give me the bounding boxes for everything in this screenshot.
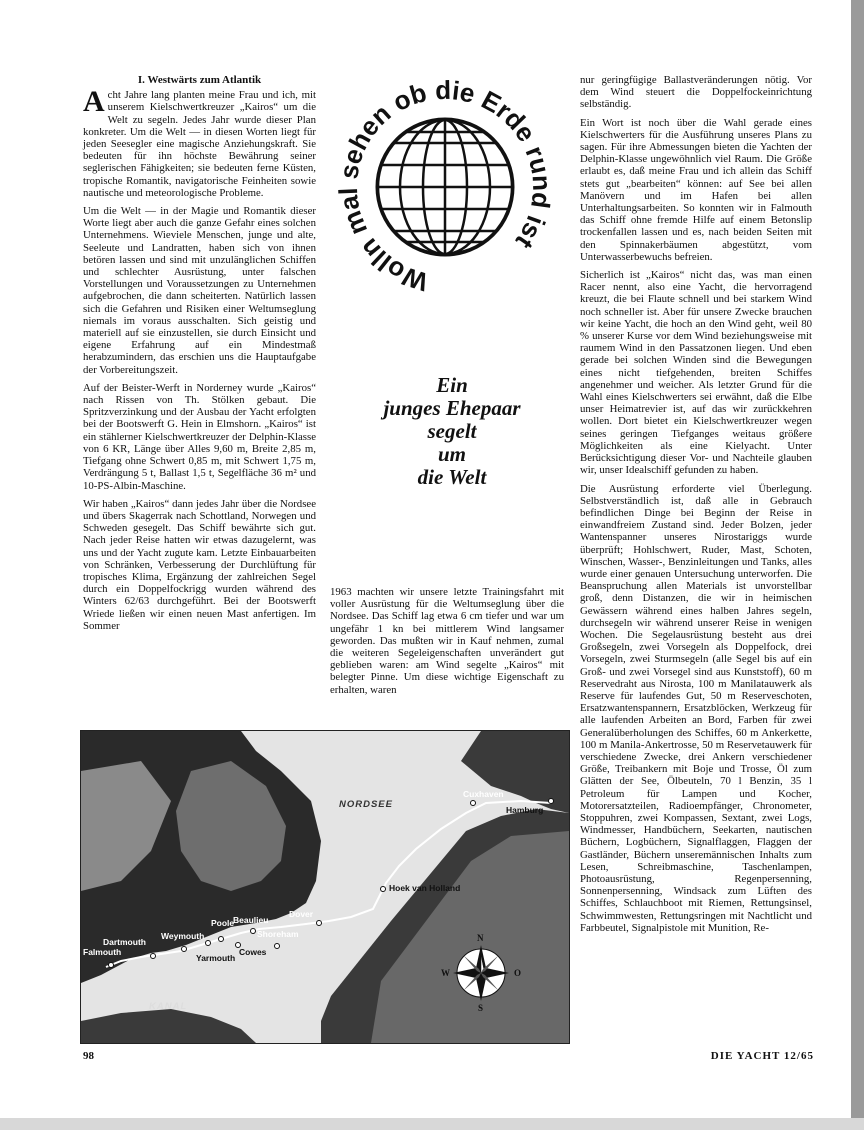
map-place-label: Cuxhaven bbox=[463, 789, 504, 799]
page-number: 98 bbox=[83, 1050, 94, 1062]
map-graphic bbox=[81, 731, 569, 1043]
scan-edge-bottom bbox=[0, 1118, 864, 1130]
paragraph: Auf der Beister-Werft in Norderney wurde „Kairos“ nach Rissen von Th. Stölken gebaut. Die Spritzverzinkung und der Ausbau der Yacht erfolgten bei der Bootswerft G. Hein in Elmshorn. „Kairos“ ist ein stählerner Kielschwertkreuzer der Delphin-Klasse von 6 KR, Länge über Alles 9,60 m, Breite 2,85 m, Tiefgang ohne Schwert 0,85 m, mit Schwert 1,75 m, Verdrängung 5 t, Ballast 1,5 t, Segelfläche 36 m² und 10-PS-Albin-Maschine. bbox=[83, 381, 316, 492]
paragraph: 1963 machten wir unsere letzte Trainingsfahrt mit voller Ausrüstung für die Weltumseglung über die Nordsee. Das Schiff lag etwa 6 cm tiefer und war um ungefähr 1 kn bei mittlerem Wind langsamer geworden. Das mußten wir in Kauf nehmen, zumal die weiteren Segeleigenschaften unverändert gut geblieben waren: am Wind segelte „Kairos“ mit belegter Pinne. Um diese wichtige Eigenschaft zu erhalten, waren bbox=[330, 586, 564, 696]
compass-west: W bbox=[441, 968, 450, 978]
map-place-label: Hamburg bbox=[506, 805, 544, 815]
journal-issue: DIE YACHT 12/65 bbox=[710, 1050, 814, 1062]
drop-cap: A bbox=[83, 85, 105, 119]
paragraph: Die Ausrüstung erforderte viel Überlegung. Selbstverständlich ist, daß alle in Gebrauch befindlichen Dinge bei Beginn der Reise in einwandfreiem Zustand sind. Jeder Bolzen, jeder Wantenspanner unseres Nirostariggs wurde überprüft; Hohlschwert, Ruder, Mast, Schoten, Winschen, Wasser-, Benzinleitungen und Tanks, alles wurde einer genauen Untersuchung unterworfen. Die Beanspruchung allen Materials ist unvorstellbar groß, denn Distanzen, die wir in heimischen Gewässern während eines halben Jahres segeln, durchsegeln wir während unserer Reise in wenigen Wochen. Die Segelausrüstung besteht aus drei Großsegeln, zwei Vorsegeln als Doppelfock, drei Vorsegeln, zwei Sturmsegeln (alle Segel bis auf ein Groß- und zwei Vorsegel sind aus Kunststoff), 60 m Reservedraht aus Nirosta, 100 m Manilatauwerk als Reserve für laufendes Gut, 50 m Reserveschoten, Ersatzwantenspannern, Ersatzblöcken, Werkzeug für alle laufenden Arbeiten an Bord, Farben für zwei Generalüberholungen des Schiffes, 60 m Ankerkette, 100 m Manila-Ankertrosse, 50 m Reservetauwerk für verschiedene Zwecke, drei Ankern verschiedener Größe, Treibankern mit Boje und Trosse, Öl zum Glätten der See, Ölbeuteln, 70 l Benzin, 35 l Petroleum für Lampen und Kocher, Motorersatzteilen, Radioempfänger, Chronometer, Stoppuhren, zwei Kompassen, Sextant, zwei Logs, Windmesser, Handbüchern, Seekarten, nautischen Büchern, Logbüchern, Signalflaggen, Flaggen der Gastländer, Büchern unseremännischen Inhalts zum Lesen, Schreibmaschine, Taschenlampen, Photoausrüstung, Regenpersenning, Sonnenpersenning, Windsack zum Lüften des Schiffes, Schlauchboot mit Riemen, Rettungsinsel, Schwimmwesten, Rettungsringen mit Nachtlicht und Farbbeutel, Signalpistole mit Munition, Re- bbox=[580, 482, 812, 934]
subtitle-line: um bbox=[437, 442, 466, 466]
subtitle-line: Ein bbox=[436, 373, 468, 397]
paragraph: Sicherlich ist „Kairos“ nicht das, was man einen Racer nennt, also eine Yacht, die hervorragend kreuzt, die bei Flaute schnell und bei starkem Wind noch schneller ist. Aber für unsere Zwecke brauchen wir keine Yacht, die hoch an den Wind geht, weil 80 % unserer Kurse vor dem Wind beziehungsweise mit raumem Wind in den Passatzonen liegen. Und eben gerade bei solchen Winden sind die Bewegungen eines nicht tiefgehenden, breiten Schiffes angenehmer und weicher. Als letzter Grund für die Wahl eines Kielschwerters sei erwähnt, daß die Elbe unser Heimatrevier ist, auf das wir zurückkehren wollen. Dort bietet ein Kielschwertkreuzer wegen seines geringen Tiefganges weitaus größere Möglichkeiten als eine Kielyacht. Unter Berücksichtigung dieser Vor- und Nachteile glauben wir, unser Idealschiff gefunden zu haben. bbox=[580, 269, 812, 477]
map-place-label: Yarmouth bbox=[196, 953, 236, 963]
paragraph: Ein Wort ist noch über die Wahl gerade eines Kielschwerters für die Ausführung unseres Plans zu sagen. Für ihre Abmessungen bieten die Yachten der Delphin-Klasse ungewöhnlich viel Raum. Die Größe erlaubt es, daß meine Frau und ich allein das Schiff stets gut „bearbeiten“ können: auf See bei allen Manövern und im Hafen bei allen Unterhaltungsarbeiten. So konnten wir in Falmouth das Schiff ohne fremde Hilfe auf einem Betonslip trockenfallen lassen und es, nach beiden Seiten mit den Spinnakerbäumen abgestützt, vom Unterwasserbewuchs befreien. bbox=[580, 116, 812, 263]
map-place-label: Dover bbox=[289, 909, 314, 919]
paragraph-text: cht Jahre lang planten meine Frau und ich, mit unserem Kielschwertkreuzer „Kairos“ um die Welt zu segeln. Jedes Jahr wurde dieser Plan konkreter. Um die Welt — in diesen Worten liegt für jeden Seesegler eine magische Anziehungskraft. Sie bedeuten für ihn höchste Bewährung seiner seglerischen Fähigkeiten; sie bedeuten ferne Küsten, tropische Romantik, navigatorische Feinheiten sowie nautische und meteorologische Probleme. bbox=[83, 89, 316, 199]
map-sea-label: KANAL bbox=[149, 1001, 188, 1012]
paragraph bbox=[83, 85, 316, 199]
compass-south: S bbox=[478, 1003, 484, 1013]
globe-icon bbox=[330, 72, 560, 302]
article-subtitle bbox=[382, 374, 522, 489]
compass-east: O bbox=[514, 968, 522, 978]
map-place-label: Shoreham bbox=[257, 929, 299, 939]
subtitle-line: die Welt bbox=[417, 465, 487, 489]
subtitle-line: segelt bbox=[427, 419, 477, 443]
paragraph: Wir haben „Kairos“ dann jedes Jahr über die Nordsee und übers Skagerrak nach Schottland, Norwegen und Schweden gesegelt. Das Schiff bewährte sich gut. Nach jeder Reise hatten wir etwas dazugelernt, was uns und der Yacht zugute kam. Letzte Einbauarbeiten von Schränken, Verbesserung der Durchlüftung für tropisches Klima, Ergänzung der zahlreichen Segel durch ein Doppelfockrigg wurden während des Winters 62/63 durchgeführt. Bei der Bootswerft Wriede ließen wir einen neuen Mast anfertigen. Im Sommer bbox=[83, 497, 316, 632]
map-place-label: Weymouth bbox=[161, 931, 205, 941]
column-3 bbox=[580, 74, 812, 940]
route-map bbox=[80, 730, 570, 1044]
globe-title: Wolln mal sehen ob die Erde rund ist bbox=[332, 74, 558, 298]
map-place-label: Falmouth bbox=[83, 947, 122, 957]
paragraph: nur geringfügige Ballastveränderungen nötig. Vor dem Wind steuert die Doppelfockeinrichtung selbständig. bbox=[580, 74, 812, 111]
subtitle-line: junges Ehepaar bbox=[383, 396, 521, 420]
map-place-label: Hoek van Holland bbox=[389, 883, 461, 893]
section-title: I. Westwärts zum Atlantik bbox=[137, 74, 262, 86]
scan-edge-right bbox=[851, 0, 864, 1130]
map-place-label: Beaulieu bbox=[233, 915, 269, 925]
globe-emblem bbox=[330, 72, 560, 302]
map-place-label: Dartmouth bbox=[103, 937, 146, 947]
compass-north: N bbox=[477, 933, 484, 943]
column-2 bbox=[330, 586, 564, 702]
map-place-label: Cowes bbox=[239, 947, 267, 957]
column-1 bbox=[83, 74, 316, 638]
map-sea-label: NORDSEE bbox=[339, 799, 393, 810]
paragraph: Um die Welt — in der Magie und Romantik dieser Worte liegt aber auch die ganze Gefahr eines solchen Unternehmens. Wieviele Menschen, junge und alte, Seeleute und Landratten, haben sich von ihnen betören lassen und sind mit unzulänglichen Schiffen und schlechter Ausrüstung, unter falschen Vorstellungen und Voraussetzungen zu Unternehmen aufgebrochen, die dann scheiterten. Natürlich lassen sich die Gefahren und Risiken einer Weltumseglung niemals im voraus ausschalten. Sich geistig und materiell auf sie einzustellen, sie durch Einsicht und eigene Erfahrung auf ein Mindestmaß herabzumindern, das erschien uns die Hauptaufgabe der Vorbereitungszeit. bbox=[83, 205, 316, 376]
map-place-label: Poole bbox=[211, 918, 235, 928]
